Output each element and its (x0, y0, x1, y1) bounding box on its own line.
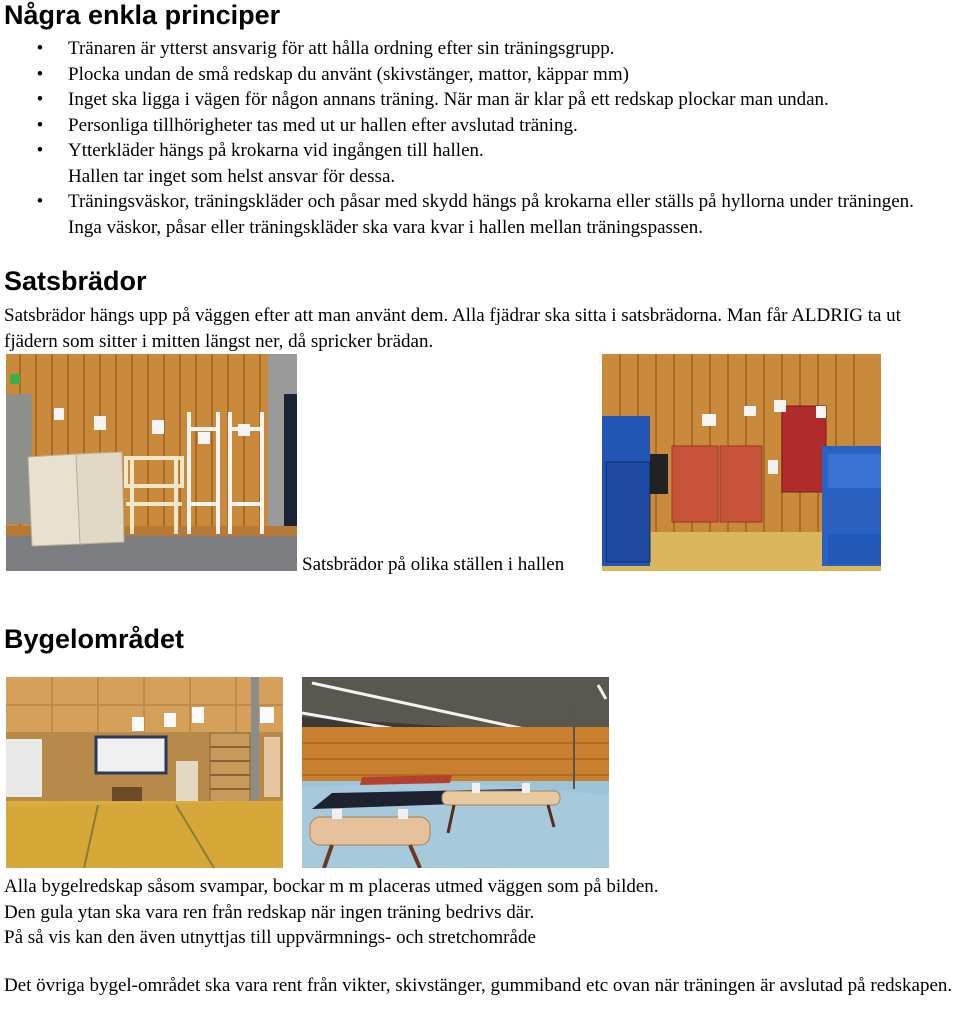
satsbrador-paragraph: Satsbrädor hängs upp på väggen efter att man använt dem. Alla fjädrar ska sitta i satsbrädorna. Man får ALDRIG ta ut fjädern som sitter i mitten längst ner, då spricker brädan. (4, 305, 901, 352)
principles-list (0, 36, 960, 240)
list-item-text: Tränaren är ytterst ansvarig för att hålla ordning efter sin träningsgrupp. (68, 38, 615, 59)
satsbrador-photo-2 (602, 354, 881, 571)
bygel-line: Alla bygelredskap såsom svampar, bockar m m placeras utmed väggen som på bilden. (4, 876, 659, 897)
bygel-heading: Bygelområdet (4, 624, 185, 654)
bygel-paragraph (4, 874, 956, 951)
bullet-icon: • (36, 63, 44, 85)
list-item (0, 113, 960, 139)
list-item-text: Personliga tillhörigheter tas med ut ur hallen efter avslutad träning. (68, 114, 578, 136)
list-item (0, 189, 960, 240)
bullet-icon: • (36, 89, 44, 110)
list-item-text: Ytterkläder hängs på krokarna vid ingången till hallen. Hallen tar inget som helst ansvar för dessa. (68, 140, 484, 187)
list-item (0, 62, 960, 88)
satsbrador-heading: Satsbrädor (4, 266, 147, 296)
bygel-closing-paragraph: Det övriga bygel-området ska vara rent från vikter, skivstänger, gummiband etc ovan när träningen är avslutad på redskapen. (4, 975, 953, 996)
bullet-icon: • (36, 38, 44, 59)
list-item (0, 138, 960, 189)
bygel-line: På så vis kan den även utnyttjas till uppvärmnings- och stretchområde (4, 927, 536, 948)
bygel-photo-2 (302, 677, 609, 868)
list-item (0, 87, 960, 113)
bygel-photo-1 (6, 677, 283, 868)
bullet-icon: • (36, 114, 44, 136)
principles-heading: Några enkla principer (4, 0, 281, 30)
bygel-line: Den gula ytan ska vara ren från redskap när ingen träning bedrivs där. (4, 901, 535, 923)
satsbrador-photo-1 (6, 354, 297, 571)
list-item-text: Träningsväskor, träningskläder och påsar med skydd hängs på krokarna eller ställs på hyllorna under träningen. Inga väskor, påsar eller träningskläder ska vara kvar i hallen mellan träningspassen. (68, 191, 914, 238)
bullet-icon: • (36, 140, 44, 161)
bullet-icon: • (36, 191, 44, 212)
list-item-text: Plocka undan de små redskap du använt (skivstänger, mattor, käppar mm) (68, 63, 629, 85)
list-item (0, 36, 960, 62)
satsbrador-caption: Satsbrädor på olika ställen i hallen (302, 554, 565, 575)
list-item-text: Inget ska ligga i vägen för någon annans träning. När man är klar på ett redskap plockar man undan. (68, 89, 829, 110)
